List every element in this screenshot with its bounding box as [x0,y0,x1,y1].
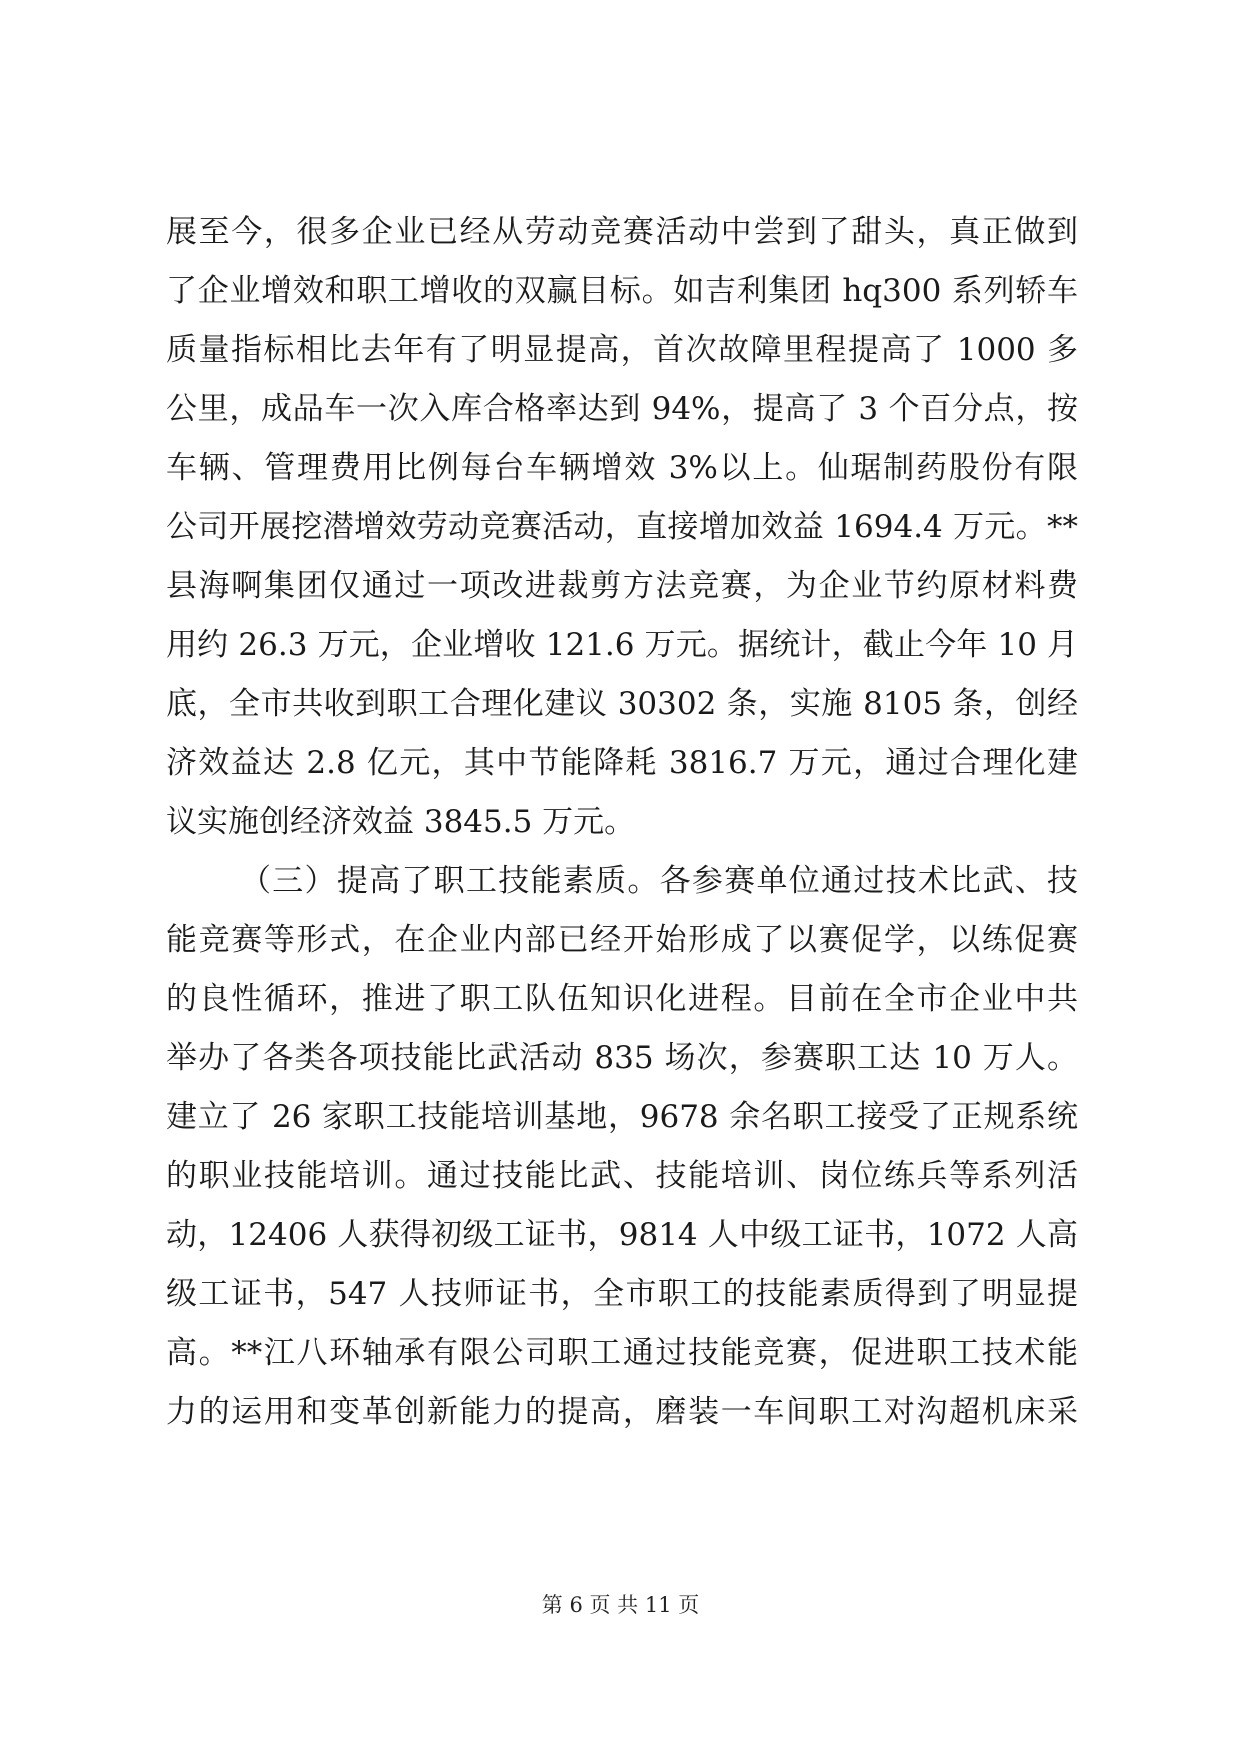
body-text-line: 建立了 26 家职工技能培训基地，9678 余名职工接受了正规系统 [166,1099,1078,1135]
body-text-line: 展至今，很多企业已经从劳动竞赛活动中尝到了甜头，真正做到 [166,214,1078,250]
body-text-line: 级工证书，547 人技师证书，全市职工的技能素质得到了明显提 [166,1276,1078,1312]
page-number-footer: 第 6 页 共 11 页 [541,1593,700,1617]
body-text-line: 高。**江八环轴承有限公司职工通过技能竞赛，促进职工技术能 [166,1335,1078,1371]
body-text-line: 底，全市共收到职工合理化建议 30302 条，实施 8105 条，创经 [166,686,1078,722]
body-text-line: 力的运用和变革创新能力的提高，磨装一车间职工对沟超机床采 [166,1394,1078,1430]
section-heading-line: （三）提高了职工技能素质。各参赛单位通过技术比武、技 [240,863,1078,899]
body-text-line: 举办了各类各项技能比武活动 835 场次，参赛职工达 10 万人。 [166,1040,1078,1076]
body-text-line: 县海啊集团仅通过一项改进裁剪方法竞赛，为企业节约原材料费 [166,568,1078,604]
body-text-line: 用约 26.3 万元，企业增收 121.6 万元。据统计，截止今年 10 月 [166,627,1078,663]
body-text-line: 议实施创经济效益 3845.5 万元。 [166,804,636,840]
body-text-line: 的职业技能培训。通过技能比武、技能培训、岗位练兵等系列活 [166,1158,1078,1194]
body-text-line: 公里，成品车一次入库合格率达到 94%，提高了 3 个百分点，按 [166,391,1078,427]
body-text-line: 质量指标相比去年有了明显提高，首次故障里程提高了 1000 多 [166,332,1078,368]
body-text-line: 了企业增效和职工增收的双赢目标。如吉利集团 hq300 系列轿车 [166,273,1078,309]
body-text-line: 动，12406 人获得初级工证书，9814 人中级工证书，1072 人高 [166,1217,1078,1253]
body-text-line: 公司开展挖潜增效劳动竞赛活动，直接增加效益 1694.4 万元。** [166,509,1078,545]
body-text-line: 的良性循环，推进了职工队伍知识化进程。目前在全市企业中共 [166,981,1078,1017]
body-text-line: 能竞赛等形式，在企业内部已经开始形成了以赛促学，以练促赛 [166,922,1078,958]
body-text-line: 济效益达 2.8 亿元，其中节能降耗 3816.7 万元，通过合理化建 [166,745,1078,781]
body-text-line: 车辆、管理费用比例每台车辆增效 3%以上。仙琚制药股份有限 [166,450,1078,486]
